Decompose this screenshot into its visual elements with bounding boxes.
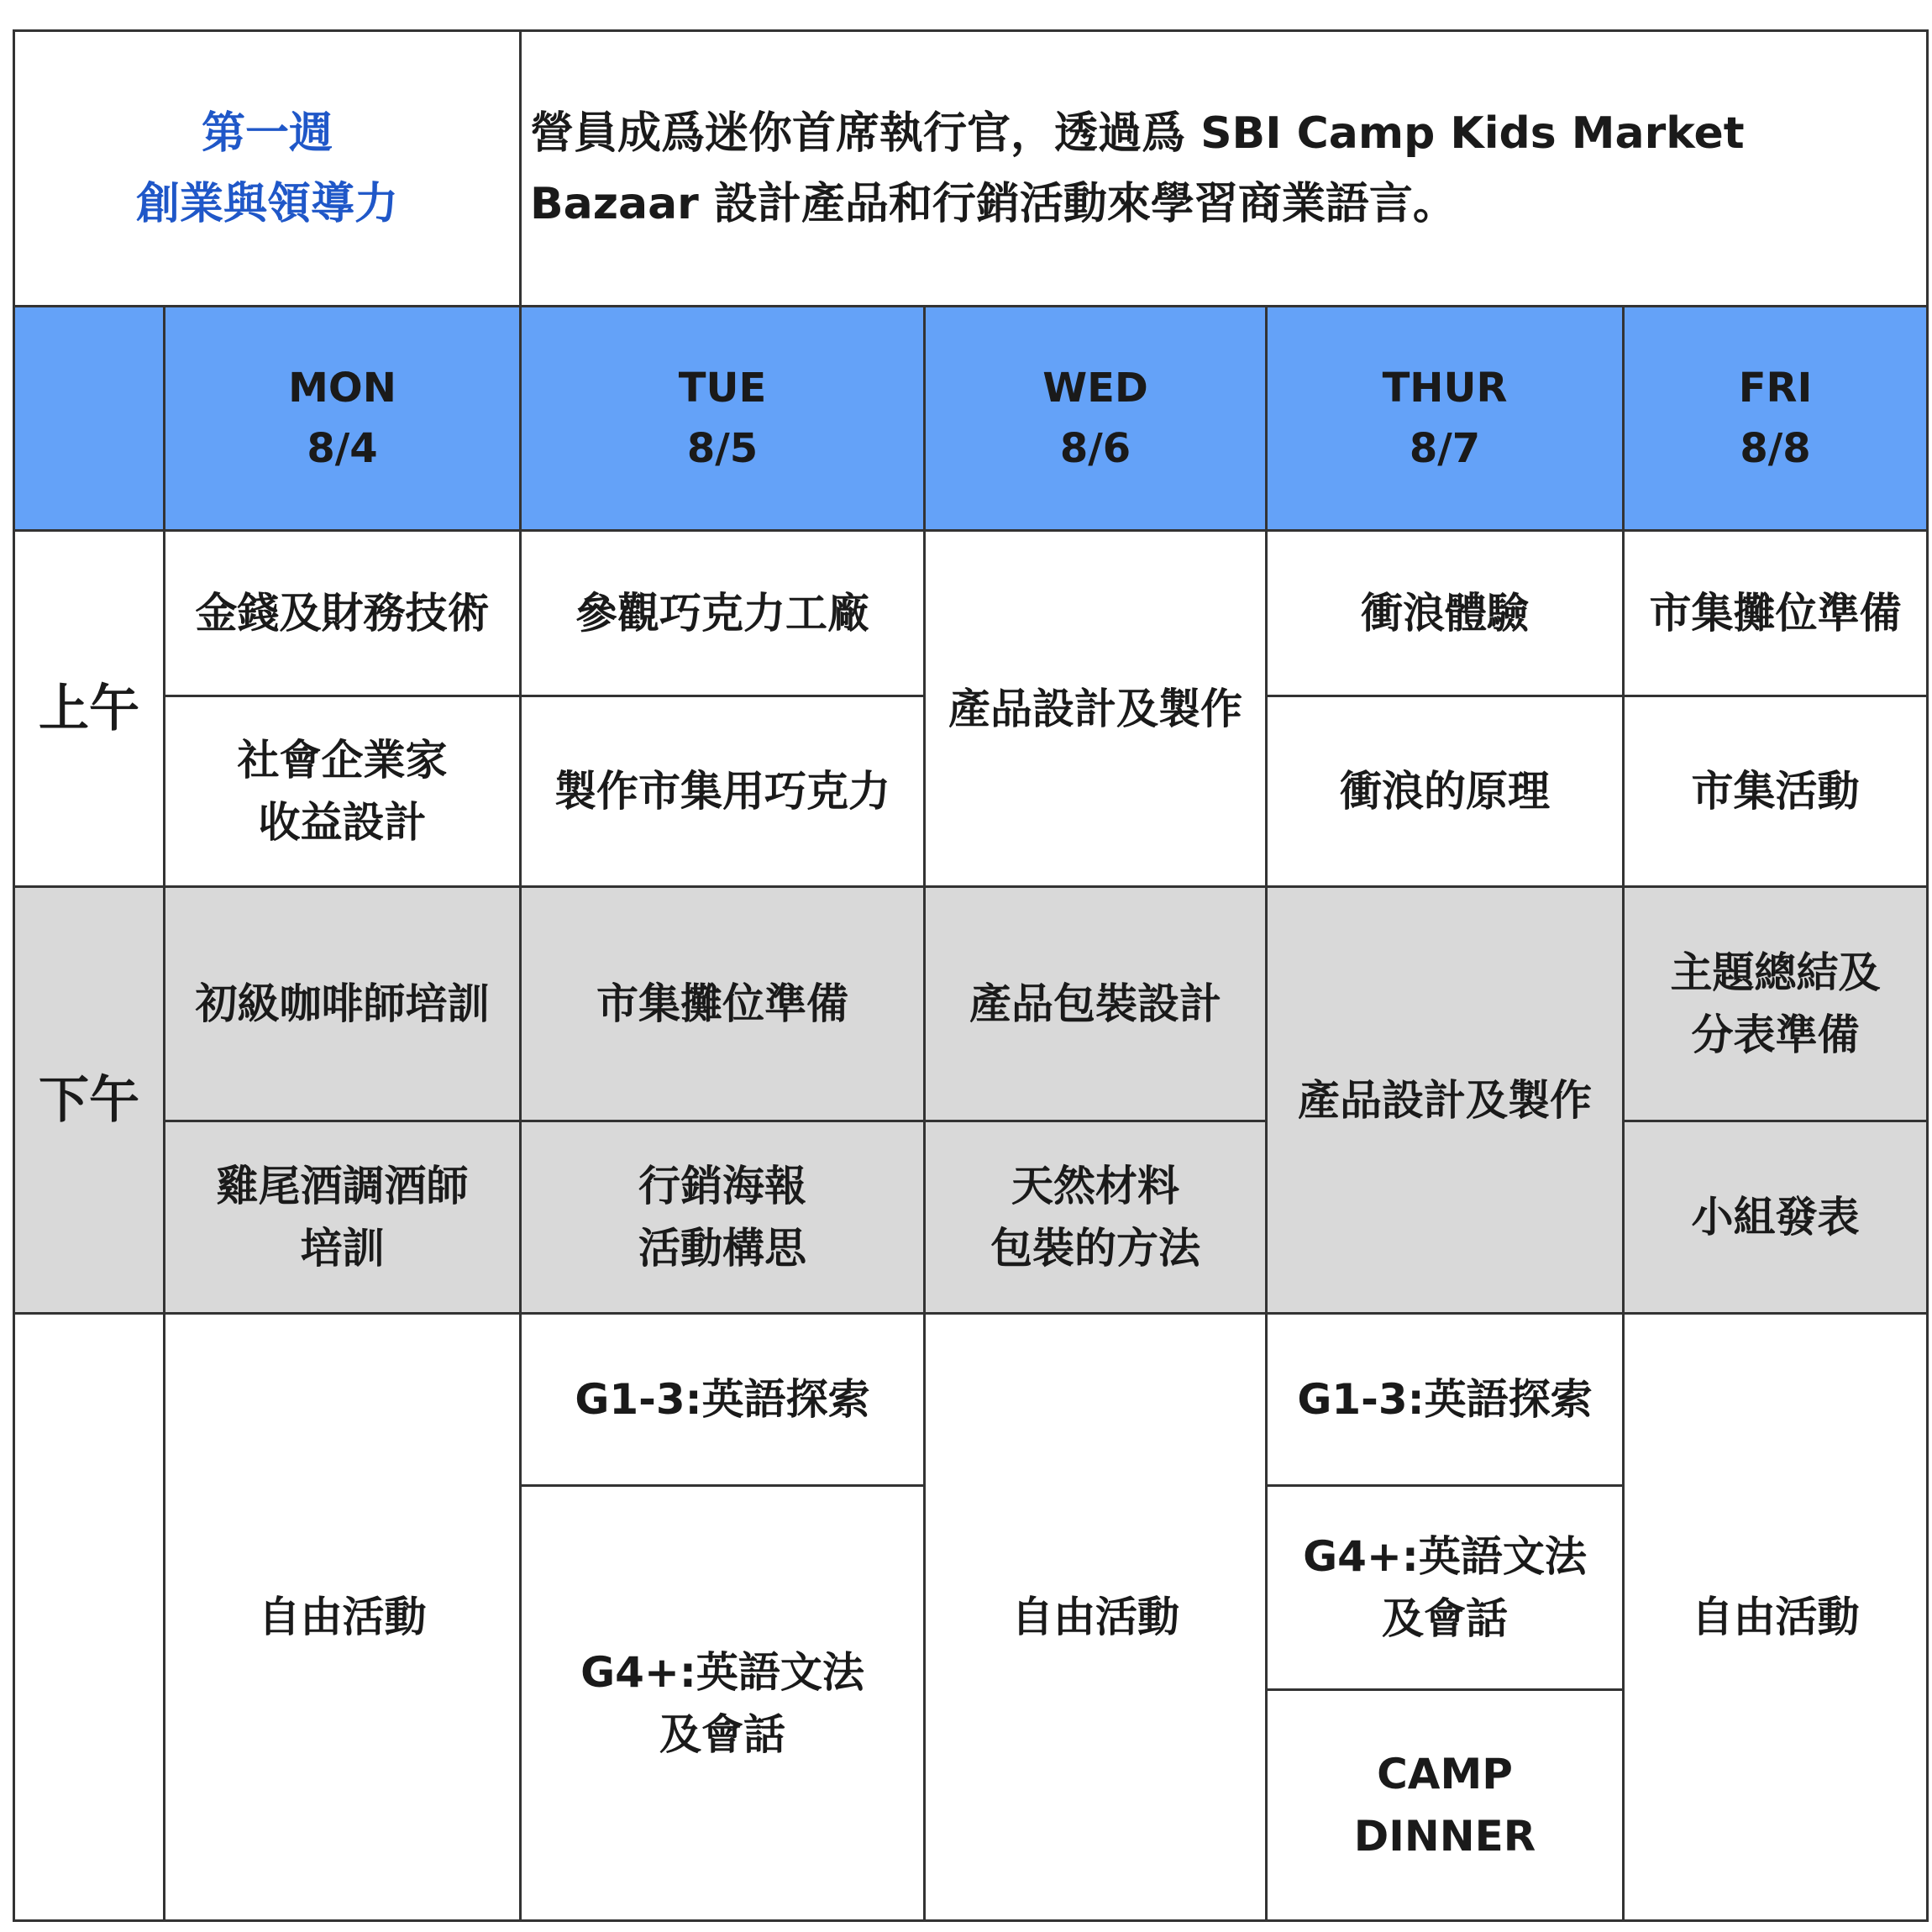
morning-fri-2: 市集活動 — [1624, 696, 1928, 887]
morning-wed: 產品設計及製作 — [925, 531, 1267, 887]
week-theme: 創業與領導力 — [135, 178, 398, 229]
cell-line: G4+:英語文法 — [1303, 1532, 1587, 1581]
day-name: MON — [288, 365, 396, 412]
afternoon-tue-1: 市集攤位準備 — [521, 887, 925, 1121]
morning-tue-1: 參觀巧克力工廠 — [521, 531, 925, 696]
intro-line-1: 營員成爲迷你首席執行官，透過爲 SBI Camp Kids Market — [530, 108, 1745, 159]
morning-tue-2: 製作市集用巧克力 — [521, 696, 925, 887]
morning-thu-1: 衝浪體驗 — [1267, 531, 1624, 696]
title-row — [14, 31, 1928, 307]
cell-line: 雞尾酒調酒師 — [216, 1162, 469, 1210]
evening-fri: 自由活動 — [1624, 1314, 1928, 1921]
morning-row-1 — [14, 531, 1928, 696]
day-date: 8/6 — [1059, 425, 1131, 472]
afternoon-mon-2 — [165, 1121, 521, 1314]
afternoon-row-1 — [14, 887, 1928, 1121]
day-name: THUR — [1382, 365, 1508, 412]
cell-line: 包裝的方法 — [990, 1224, 1200, 1273]
day-name: WED — [1042, 365, 1148, 412]
cell-line: 收益設計 — [258, 798, 427, 847]
morning-fri-1: 市集攤位準備 — [1624, 531, 1928, 696]
cell-line: DINNER — [1353, 1812, 1536, 1861]
day-header-wed — [925, 307, 1267, 531]
period-evening — [14, 1314, 165, 1921]
morning-mon-2 — [165, 696, 521, 887]
cell-line: 活動構思 — [638, 1224, 806, 1273]
cell-line: 行銷海報 — [638, 1162, 806, 1210]
afternoon-wed-2 — [925, 1121, 1267, 1314]
evening-thu-3 — [1267, 1690, 1624, 1921]
day-name: FRI — [1738, 365, 1813, 412]
cell-line: 培訓 — [300, 1224, 385, 1273]
afternoon-wed-1: 產品包裝設計 — [925, 887, 1267, 1121]
cell-line: 社會企業家 — [237, 736, 448, 785]
morning-thu-2: 衝浪的原理 — [1267, 696, 1624, 887]
day-date: 8/4 — [307, 425, 378, 472]
period-afternoon: 下午 — [14, 887, 165, 1314]
week-title — [14, 31, 521, 307]
evening-thu-1: G1-3:英語探索 — [1267, 1314, 1624, 1486]
intro-line-2: Bazaar 設計產品和行銷活動來學習商業語言。 — [530, 178, 1457, 229]
period-morning: 上午 — [14, 531, 165, 887]
afternoon-fri-1 — [1624, 887, 1928, 1121]
cell-line: G4+:英語文法 — [580, 1647, 864, 1697]
day-header-mon — [165, 307, 521, 531]
morning-mon-1: 金錢及財務技術 — [165, 531, 521, 696]
day-header-row — [14, 307, 1928, 531]
intro-description — [521, 31, 1928, 307]
afternoon-mon-1: 初級咖啡師培訓 — [165, 887, 521, 1121]
cell-line: CAMP — [1377, 1750, 1513, 1798]
day-header-tue — [521, 307, 925, 531]
afternoon-fri-2: 小組發表 — [1624, 1121, 1928, 1314]
afternoon-tue-2 — [521, 1121, 925, 1314]
evening-thu-2 — [1267, 1486, 1624, 1690]
afternoon-row-2 — [14, 1121, 1928, 1314]
cell-line: 天然材料 — [1011, 1162, 1179, 1210]
schedule-table — [13, 29, 1929, 1922]
week-number: 第一週 — [201, 108, 333, 159]
day-header-thu — [1267, 307, 1624, 531]
day-date: 8/8 — [1740, 425, 1811, 472]
afternoon-thu: 產品設計及製作 — [1267, 887, 1624, 1314]
cell-line: 及會話 — [1382, 1594, 1508, 1643]
evening-row-1 — [14, 1314, 1928, 1486]
header-corner — [14, 307, 165, 531]
day-name: TUE — [678, 365, 767, 412]
day-header-fri — [1624, 307, 1928, 531]
evening-tue-2 — [521, 1486, 925, 1921]
day-date: 8/5 — [686, 425, 759, 472]
cell-line: 分表準備 — [1691, 1011, 1860, 1059]
evening-tue-1: G1-3:英語探索 — [521, 1314, 925, 1486]
day-date: 8/7 — [1409, 425, 1481, 472]
cell-line: 及會話 — [659, 1709, 785, 1759]
cell-line: 主題總結及 — [1670, 948, 1881, 997]
evening-mon: 自由活動 — [165, 1314, 521, 1921]
evening-wed: 自由活動 — [925, 1314, 1267, 1921]
